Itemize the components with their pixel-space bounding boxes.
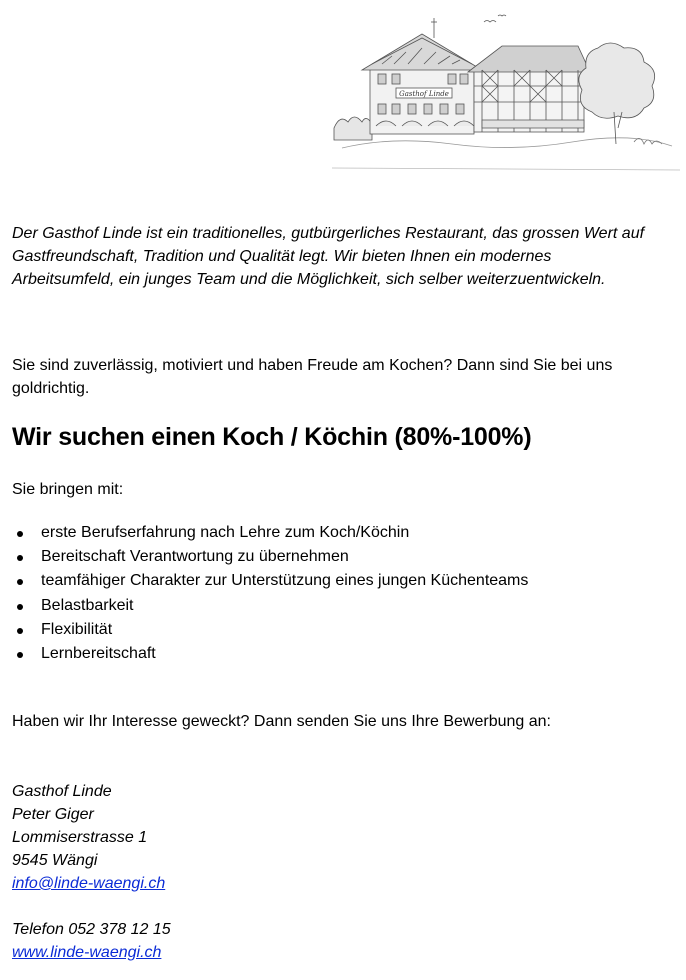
- list-item: Lernbereitschaft: [12, 642, 528, 666]
- bullet-icon: [17, 531, 23, 537]
- building-sign-text: Gasthof Linde: [399, 90, 449, 98]
- list-item: Bereitschaft Verantwortung zu übernehmen: [12, 545, 528, 569]
- list-item: Belastbarkeit: [12, 594, 528, 618]
- website-link[interactable]: www.linde-waengi.ch: [12, 944, 162, 961]
- bullet-icon: [17, 652, 23, 658]
- lead-paragraph: Sie sind zuverlässig, motiviert und haben Freude am Kochen? Dann sind Sie bei uns goldrichtig.: [12, 357, 613, 397]
- list-item: erste Berufserfahrung nach Lehre zum Koch/Köchin: [12, 521, 528, 545]
- bullet-icon: [17, 628, 23, 634]
- bullet-icon: [17, 604, 23, 610]
- intro-paragraph: Der Gasthof Linde ist ein traditionelles, gutbürgerliches Restaurant, das grossen Wert auf Gastfreundschaft, Tradition und Qualität legt. Wir bieten Ihnen ein modernes Arbeitsumfeld, ein junges Team und die Möglichkeit, sich selber weiterzuentwickeln.: [12, 225, 645, 288]
- requirements-list: [12, 521, 528, 666]
- list-item: Flexibilität: [12, 618, 528, 642]
- gasthof-sketch-illustration: [332, 8, 680, 172]
- job-title-heading: Wir suchen einen Koch / Köchin (80%-100%): [12, 423, 532, 451]
- interest-paragraph: Haben wir Ihr Interesse geweckt? Dann senden Sie uns Ihre Bewerbung an:: [12, 713, 551, 730]
- contact-person: Peter Giger: [12, 806, 94, 823]
- requirements-heading: Sie bringen mit:: [12, 481, 124, 498]
- bullet-icon: [17, 555, 23, 561]
- contact-city: 9545 Wängi: [12, 852, 98, 869]
- list-item: teamfähiger Charakter zur Unterstützung eines jungen Küchenteams: [12, 569, 528, 593]
- contact-street: Lommiserstrasse 1: [12, 829, 148, 846]
- contact-phone: Telefon 052 378 12 15: [12, 921, 171, 938]
- contact-company: Gasthof Linde: [12, 783, 112, 800]
- contact-block: [12, 780, 171, 964]
- bullet-icon: [17, 579, 23, 585]
- email-link[interactable]: info@linde-waengi.ch: [12, 875, 166, 892]
